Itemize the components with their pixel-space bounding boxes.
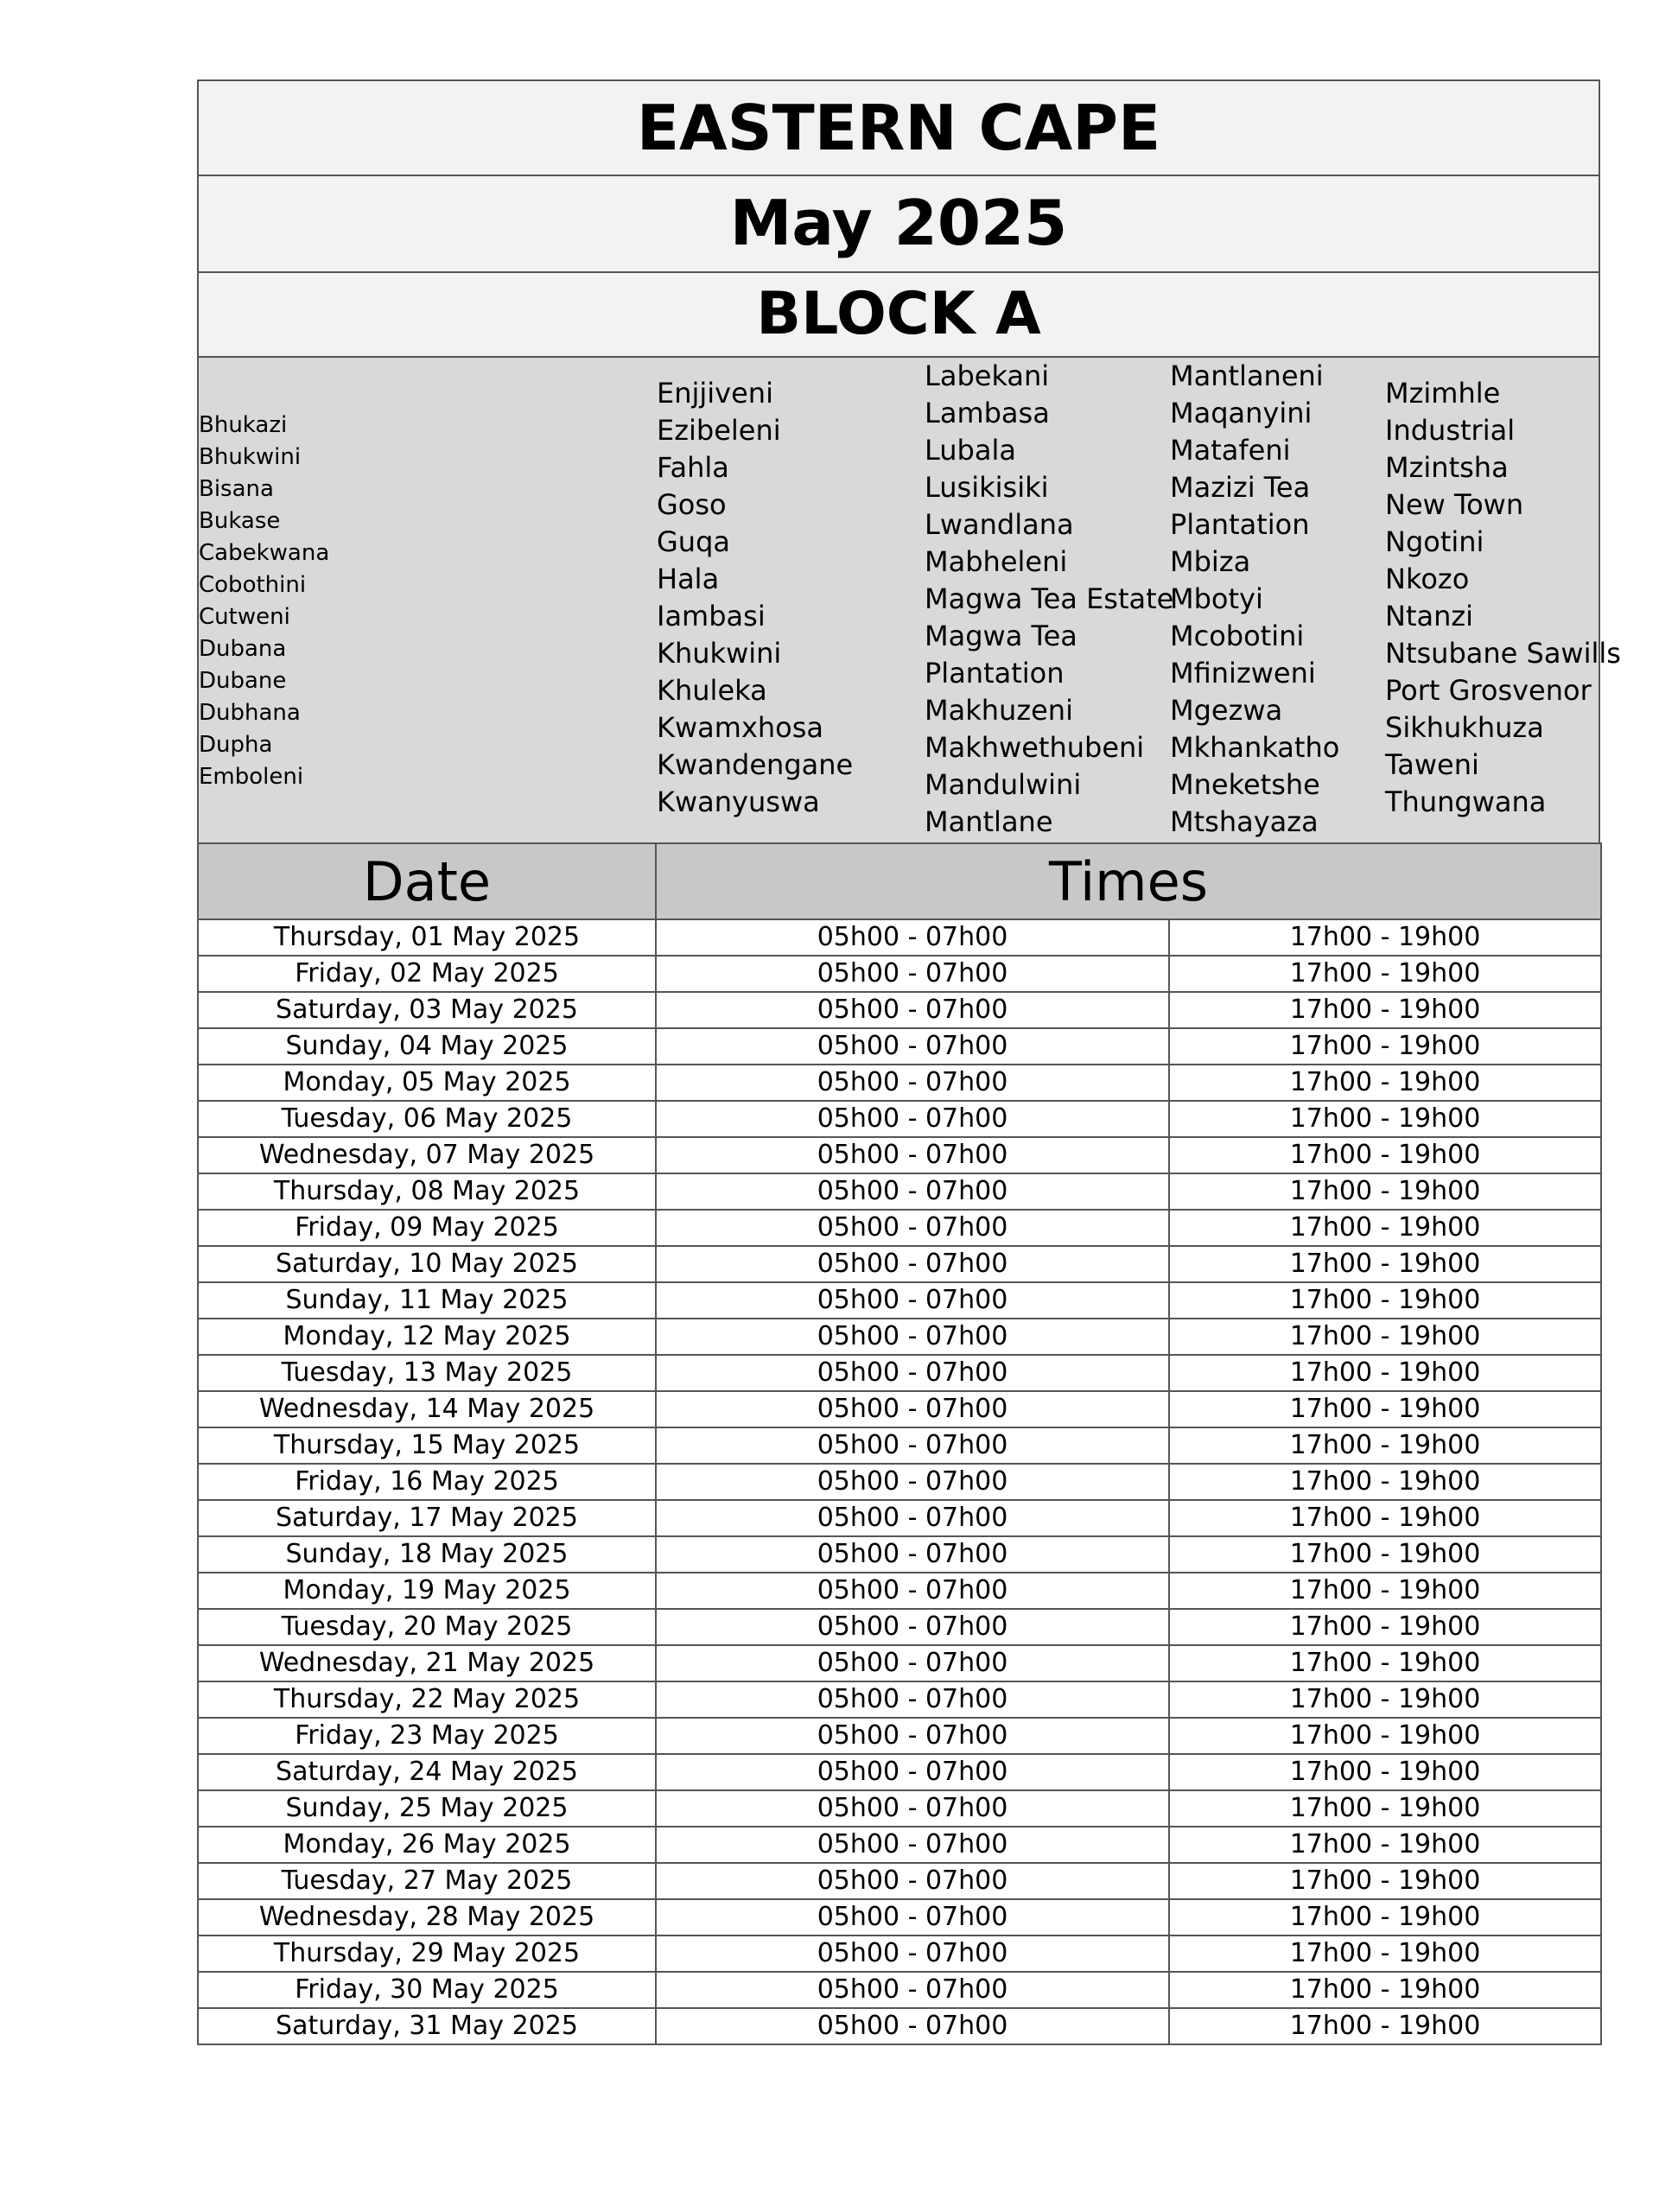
schedule-table [197, 842, 1602, 2045]
evening-time-cell: 17h00 - 19h00 [1169, 1718, 1601, 1754]
evening-time-cell: 17h00 - 19h00 [1169, 1355, 1601, 1391]
table-row [198, 1790, 1601, 1827]
area-name: Industrial [1385, 414, 1516, 447]
area-name: Kwanyuswa [657, 785, 820, 818]
evening-time-cell: 17h00 - 19h00 [1169, 1065, 1601, 1101]
area-name: Mantlane [925, 805, 1053, 838]
evening-time-cell: 17h00 - 19h00 [1169, 1137, 1601, 1173]
area-name: Cobothini [199, 572, 307, 598]
table-row [198, 1282, 1601, 1319]
table-row [198, 1681, 1601, 1718]
morning-time-cell: 05h00 - 07h00 [656, 1355, 1169, 1391]
table-row [198, 1355, 1601, 1391]
schedule-sheet [197, 79, 1621, 2045]
area-name: Fahla [657, 451, 729, 484]
area-name: Goso [657, 488, 727, 521]
area-name: Matafeni [1170, 434, 1291, 467]
date-cell: Tuesday, 06 May 2025 [198, 1101, 656, 1137]
area-name: Mcobotini [1170, 620, 1305, 652]
table-row [198, 1609, 1601, 1645]
area-name: Mgezwa [1170, 694, 1283, 727]
affected-areas-panel [197, 356, 1621, 842]
evening-time-cell: 17h00 - 19h00 [1169, 1391, 1601, 1427]
evening-time-cell: 17h00 - 19h00 [1169, 1645, 1601, 1681]
date-cell: Thursday, 29 May 2025 [198, 1936, 656, 1972]
date-cell: Monday, 05 May 2025 [198, 1065, 656, 1101]
area-name: Bukase [199, 508, 281, 534]
evening-time-cell: 17h00 - 19h00 [1169, 1754, 1601, 1790]
province-title: EASTERN CAPE [636, 92, 1161, 164]
date-cell: Monday, 12 May 2025 [198, 1319, 656, 1355]
area-name: Enjjiveni [657, 377, 773, 410]
area-name: Thungwana [1385, 785, 1547, 818]
table-row [198, 956, 1601, 992]
evening-time-cell: 17h00 - 19h00 [1169, 1972, 1601, 2008]
evening-time-cell: 17h00 - 19h00 [1169, 2008, 1601, 2044]
date-cell: Thursday, 22 May 2025 [198, 1681, 656, 1718]
table-row [198, 1101, 1601, 1137]
morning-time-cell: 05h00 - 07h00 [656, 1754, 1169, 1790]
evening-time-cell: 17h00 - 19h00 [1169, 1863, 1601, 1899]
area-name: Mfinizweni [1170, 657, 1316, 690]
date-cell: Sunday, 25 May 2025 [198, 1790, 656, 1827]
area-name: Mandulwini [925, 768, 1082, 801]
morning-time-cell: 05h00 - 07h00 [656, 2008, 1169, 2044]
morning-time-cell: 05h00 - 07h00 [656, 1863, 1169, 1899]
date-cell: Thursday, 15 May 2025 [198, 1427, 656, 1464]
area-name: Mkhankatho [1170, 731, 1340, 764]
date-cell: Wednesday, 28 May 2025 [198, 1899, 656, 1936]
table-row [198, 1972, 1601, 2008]
evening-time-cell: 17h00 - 19h00 [1169, 1681, 1601, 1718]
area-name: Ntsubane Sawills [1385, 637, 1621, 670]
morning-time-cell: 05h00 - 07h00 [656, 1101, 1169, 1137]
table-row [198, 919, 1601, 956]
evening-time-cell: 17h00 - 19h00 [1169, 1827, 1601, 1863]
date-cell: Thursday, 08 May 2025 [198, 1173, 656, 1210]
month-title: May 2025 [729, 187, 1068, 259]
table-row [198, 1899, 1601, 1936]
morning-time-cell: 05h00 - 07h00 [656, 1028, 1169, 1065]
evening-time-cell: 17h00 - 19h00 [1169, 1500, 1601, 1536]
area-name: Makhuzeni [925, 694, 1073, 727]
area-list-column-4 [1170, 358, 1339, 841]
table-row [198, 1246, 1601, 1282]
schedule-rows [198, 919, 1601, 2044]
evening-time-cell: 17h00 - 19h00 [1169, 1028, 1601, 1065]
morning-time-cell: 05h00 - 07h00 [656, 1173, 1169, 1210]
area-name: Kwandengane [657, 748, 854, 781]
block-title-row [197, 271, 1600, 356]
area-name: Ntanzi [1385, 600, 1474, 632]
morning-time-cell: 05h00 - 07h00 [656, 1500, 1169, 1536]
evening-time-cell: 17h00 - 19h00 [1169, 1899, 1601, 1936]
area-name: Ngotini [1385, 525, 1484, 558]
table-row [198, 1536, 1601, 1573]
evening-time-cell: 17h00 - 19h00 [1169, 992, 1601, 1028]
date-cell: Sunday, 18 May 2025 [198, 1536, 656, 1573]
morning-time-cell: 05h00 - 07h00 [656, 919, 1169, 956]
evening-time-cell: 17h00 - 19h00 [1169, 1173, 1601, 1210]
area-name: Mabheleni [925, 545, 1068, 578]
morning-time-cell: 05h00 - 07h00 [656, 1391, 1169, 1427]
area-name: Makhwethubeni [925, 731, 1145, 764]
table-row [198, 992, 1601, 1028]
area-name: Taweni [1385, 748, 1479, 781]
date-cell: Thursday, 01 May 2025 [198, 919, 656, 956]
month-title-row [197, 175, 1600, 271]
morning-time-cell: 05h00 - 07h00 [656, 992, 1169, 1028]
table-row [198, 1827, 1601, 1863]
area-name: Iambasi [657, 600, 766, 632]
area-name: Cutweni [199, 604, 290, 630]
area-name: Magwa Tea Estate [925, 582, 1174, 615]
morning-time-cell: 05h00 - 07h00 [656, 1790, 1169, 1827]
table-row [198, 1573, 1601, 1609]
date-cell: Friday, 09 May 2025 [198, 1210, 656, 1246]
evening-time-cell: 17h00 - 19h00 [1169, 1427, 1601, 1464]
area-name: Bhukwini [199, 444, 302, 470]
morning-time-cell: 05h00 - 07h00 [656, 1972, 1169, 2008]
area-name: Plantation [925, 657, 1065, 690]
morning-time-cell: 05h00 - 07h00 [656, 1464, 1169, 1500]
morning-time-cell: 05h00 - 07h00 [656, 1210, 1169, 1246]
table-row [198, 1645, 1601, 1681]
morning-time-cell: 05h00 - 07h00 [656, 1282, 1169, 1319]
date-cell: Sunday, 04 May 2025 [198, 1028, 656, 1065]
area-list-column-3 [925, 358, 1173, 841]
area-list-column-5 [1385, 375, 1621, 821]
date-cell: Wednesday, 21 May 2025 [198, 1645, 656, 1681]
date-cell: Saturday, 10 May 2025 [198, 1246, 656, 1282]
date-cell: Monday, 26 May 2025 [198, 1827, 656, 1863]
area-name: Lambasa [925, 397, 1050, 429]
area-name: Bhukazi [199, 412, 288, 438]
evening-time-cell: 17h00 - 19h00 [1169, 1936, 1601, 1972]
date-cell: Saturday, 31 May 2025 [198, 2008, 656, 2044]
morning-time-cell: 05h00 - 07h00 [656, 1645, 1169, 1681]
morning-time-cell: 05h00 - 07h00 [656, 1536, 1169, 1573]
times-column-header: Times [656, 843, 1601, 919]
morning-time-cell: 05h00 - 07h00 [656, 1681, 1169, 1718]
table-row [198, 1065, 1601, 1101]
area-list-column-1 [199, 410, 329, 793]
table-header-row [198, 843, 1601, 919]
area-name: Cabekwana [199, 540, 330, 566]
date-cell: Saturday, 24 May 2025 [198, 1754, 656, 1790]
area-name: Kwamxhosa [657, 711, 824, 744]
morning-time-cell: 05h00 - 07h00 [656, 1319, 1169, 1355]
area-name: Mbiza [1170, 545, 1251, 578]
morning-time-cell: 05h00 - 07h00 [656, 1936, 1169, 1972]
evening-time-cell: 17h00 - 19h00 [1169, 1101, 1601, 1137]
area-name: Lwandlana [925, 508, 1074, 541]
table-row [198, 1427, 1601, 1464]
date-cell: Friday, 16 May 2025 [198, 1464, 656, 1500]
date-cell: Friday, 23 May 2025 [198, 1718, 656, 1754]
date-cell: Tuesday, 27 May 2025 [198, 1863, 656, 1899]
area-name: Dubana [199, 636, 287, 662]
evening-time-cell: 17h00 - 19h00 [1169, 1319, 1601, 1355]
table-row [198, 1754, 1601, 1790]
date-cell: Wednesday, 14 May 2025 [198, 1391, 656, 1427]
evening-time-cell: 17h00 - 19h00 [1169, 919, 1601, 956]
area-name: Plantation [1170, 508, 1310, 541]
area-name: Lubala [925, 434, 1016, 467]
evening-time-cell: 17h00 - 19h00 [1169, 1536, 1601, 1573]
area-name: Hala [657, 563, 720, 595]
area-list-column-2 [657, 375, 853, 821]
date-cell: Tuesday, 13 May 2025 [198, 1355, 656, 1391]
morning-time-cell: 05h00 - 07h00 [656, 1065, 1169, 1101]
area-name: Labekani [925, 359, 1050, 392]
area-name: Dubhana [199, 700, 301, 726]
date-column-header: Date [198, 843, 656, 919]
date-cell: Friday, 30 May 2025 [198, 1972, 656, 2008]
area-name: Mantlaneni [1170, 359, 1324, 392]
table-row [198, 1173, 1601, 1210]
date-cell: Saturday, 17 May 2025 [198, 1500, 656, 1536]
evening-time-cell: 17h00 - 19h00 [1169, 1210, 1601, 1246]
block-title: BLOCK A [756, 280, 1041, 348]
area-name: Maqanyini [1170, 397, 1313, 429]
area-name: Mbotyi [1170, 582, 1263, 615]
morning-time-cell: 05h00 - 07h00 [656, 956, 1169, 992]
area-name: Dupha [199, 732, 273, 758]
area-name: Khukwini [657, 637, 782, 670]
table-row [198, 1391, 1601, 1427]
table-row [198, 1500, 1601, 1536]
evening-time-cell: 17h00 - 19h00 [1169, 1464, 1601, 1500]
table-row [198, 1718, 1601, 1754]
area-name: Nkozo [1385, 563, 1470, 595]
morning-time-cell: 05h00 - 07h00 [656, 1137, 1169, 1173]
area-name: Port Grosvenor [1385, 674, 1592, 707]
area-name: Magwa Tea [925, 620, 1077, 652]
evening-time-cell: 17h00 - 19h00 [1169, 1609, 1601, 1645]
table-row [198, 2008, 1601, 2044]
date-cell: Wednesday, 07 May 2025 [198, 1137, 656, 1173]
area-name: Bisana [199, 476, 274, 502]
morning-time-cell: 05h00 - 07h00 [656, 1427, 1169, 1464]
table-row [198, 1319, 1601, 1355]
date-cell: Saturday, 03 May 2025 [198, 992, 656, 1028]
area-name: Mneketshe [1170, 768, 1320, 801]
area-name: Khuleka [657, 674, 767, 707]
date-cell: Tuesday, 20 May 2025 [198, 1609, 656, 1645]
evening-time-cell: 17h00 - 19h00 [1169, 1573, 1601, 1609]
area-name: Mzimhle [1385, 377, 1501, 410]
area-name: Lusikisiki [925, 471, 1049, 504]
evening-time-cell: 17h00 - 19h00 [1169, 1246, 1601, 1282]
area-name: Dubane [199, 668, 287, 694]
morning-time-cell: 05h00 - 07h00 [656, 1718, 1169, 1754]
morning-time-cell: 05h00 - 07h00 [656, 1609, 1169, 1645]
table-row [198, 1464, 1601, 1500]
date-cell: Friday, 02 May 2025 [198, 956, 656, 992]
area-name: New Town [1385, 488, 1524, 521]
area-name: Mzintsha [1385, 451, 1509, 484]
evening-time-cell: 17h00 - 19h00 [1169, 1282, 1601, 1319]
morning-time-cell: 05h00 - 07h00 [656, 1899, 1169, 1936]
table-row [198, 1936, 1601, 1972]
date-cell: Sunday, 11 May 2025 [198, 1282, 656, 1319]
table-row [198, 1137, 1601, 1173]
morning-time-cell: 05h00 - 07h00 [656, 1573, 1169, 1609]
morning-time-cell: 05h00 - 07h00 [656, 1246, 1169, 1282]
area-name: Ezibeleni [657, 414, 781, 447]
province-title-row [197, 79, 1600, 175]
area-name: Guqa [657, 525, 730, 558]
table-row [198, 1028, 1601, 1065]
area-name: Mazizi Tea [1170, 471, 1311, 504]
evening-time-cell: 17h00 - 19h00 [1169, 1790, 1601, 1827]
morning-time-cell: 05h00 - 07h00 [656, 1827, 1169, 1863]
evening-time-cell: 17h00 - 19h00 [1169, 956, 1601, 992]
table-row [198, 1210, 1601, 1246]
area-name: Mtshayaza [1170, 805, 1319, 838]
area-name: Sikhukhuza [1385, 711, 1544, 744]
table-row [198, 1863, 1601, 1899]
date-cell: Monday, 19 May 2025 [198, 1573, 656, 1609]
area-name: Emboleni [199, 764, 304, 790]
